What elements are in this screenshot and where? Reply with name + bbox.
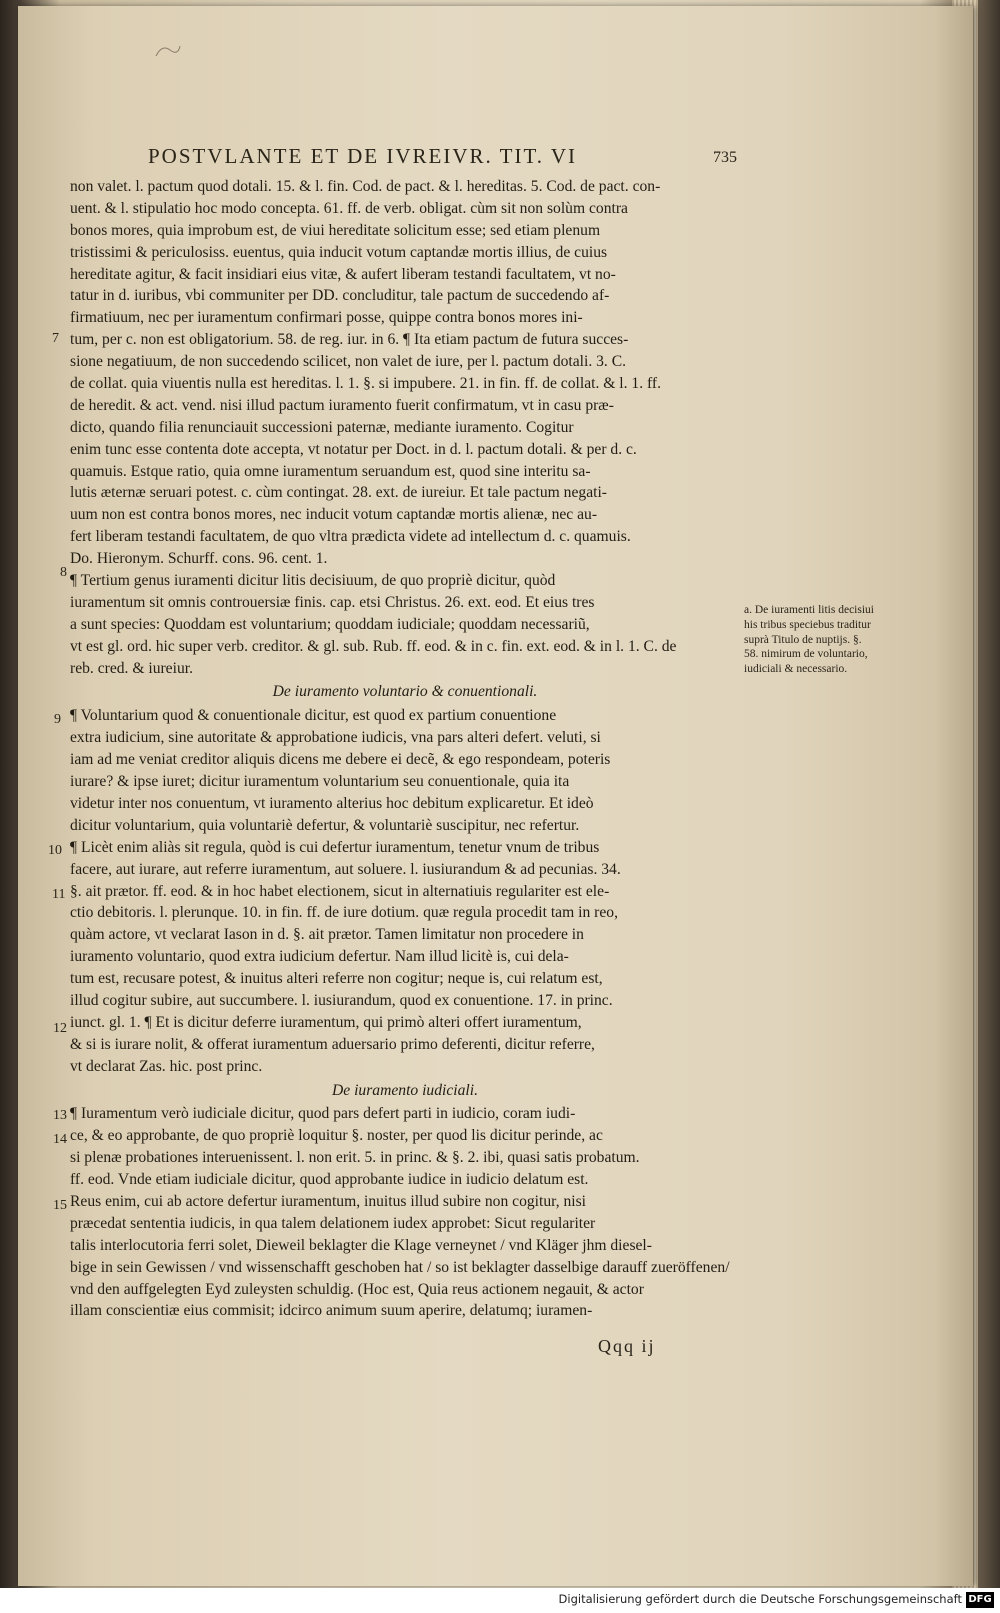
margin-number: 15 [53,1198,67,1213]
text-line: fert liberam testandi facultatem, de quo vltra prædicta videte ad intellectum d. c. quamuis. [70,528,631,546]
text-line: Reus enim, cui ab actore defertur iuramentum, inuitus illud subire non cogitur, nisi [70,1192,587,1210]
text-line: de heredit. & act. vend. nisi illud pactum iuramento fuerit confirmatum, vt in casu præ- [70,396,614,414]
text-line: tum, per c. non est obligatorium. 58. de reg. iur. in 6. ¶ Ita etiam pactum de futura succes- [70,331,629,349]
margin-number: 9 [54,712,61,727]
margin-number: 12 [53,1021,67,1036]
margin-number: 14 [53,1132,67,1147]
heading-judicial: De iuramento iudiciali. [332,1081,478,1099]
text-line: dicto, quando filia renunciauit successioni paternæ, mediante iuramento. Cogitur [70,418,574,436]
text-line: quàm actore, vt veclarat Iason in d. §. ait prætor. Tamen limitatur non procedere in [70,926,584,944]
text-line: iuramentum sit omnis controuersiæ finis. cap. etsi Christus. 26. ext. eod. Et eius tres [70,593,595,611]
running-head: POSTVLANTE ET DE IVREIVR. TIT. VI [148,144,577,168]
text-line: ctio debitoris. l. plerunque. 10. in fin. ff. de iure dotium. quæ regula procedit tam in reo, [70,904,618,922]
text-line: a sunt species: Quoddam est voluntarium; quoddam iudiciale; quoddam necessariũ, [70,615,590,633]
text-line: sione negatiuum, de non succedendo scilicet, non valet de iure, per l. pactum dotali. 3. C. [70,353,627,371]
text-line: Do. Hieronym. Schurff. cons. 96. cent. 1. [70,550,328,568]
page-number: 735 [713,149,737,166]
text-line: præcedat sententia iudicis, in qua talem delationem iudex approbet: Sicut regulariter [70,1214,596,1232]
dfg-logo: DFG [966,1592,994,1608]
text-line: enim tunc esse contenta dote accepta, vt notatur per Doct. in d. l. pactum dotali. & per d. c. [70,440,637,458]
footer-text: Digitalisierung gefördert durch die Deutsche Forschungsgemeinschaft [558,1592,962,1606]
text-line: hereditate agitur, & facit insidiari eius vitæ, & aufert liberam testandi facultatem, vt no- [70,265,616,283]
text-line: si plenæ probationes interuenissent. l. non erit. 5. in princ. & §. 2. ibi, quasi satis probatum. [70,1149,640,1167]
margin-number: 7 [52,331,59,346]
body-block [70,176,740,679]
text-line: dicitur voluntarium, quia voluntariè defertur, & voluntariè suscipitur, nec refertur. [70,816,580,834]
text-line: iurare? & ipse iuret; dicitur iuramentum voluntarium seu conuentionale, quia ita [70,773,570,791]
text-line: de collat. quia viuentis nulla est hereditas. l. 1. §. si impubere. 21. in fin. ff. de collat. & l. 1. ff. [70,375,661,393]
text-line: quamuis. Estque ratio, quia omne iuramentum seruandum est, quod sine interitu sa- [70,462,591,480]
text-line: vt est gl. ord. hic super verb. creditor. & gl. sub. Rub. ff. eod. & in c. fin. ext. eod. & in l. 1. C. de [70,637,677,655]
side-note: a. De iuramenti litis decisiui his tribus speciebus traditur suprà Titulo de nuptijs. §. 58. nimirum de voluntario, iudiciali & necessario. [744,604,874,676]
text-line: ff. eod. Vnde etiam iudiciale dicitur, quod approbante iudice in iudicio delatum est. [70,1171,589,1189]
text-line: firmatiuum, nec per iuramentum confirmari posse, quippe contra bonos mores ini- [70,309,583,327]
text-line: bige in sein Gewissen / vnd wissenschafft geschoben hat / so ist beklagter dasselbige darauff zueröffenen/ [70,1258,730,1276]
margin-number: 13 [53,1108,67,1123]
text-line: ¶ Licèt enim aliàs sit regula, quòd is cui defertur iuramentum, tenetur vnum de tribus [70,838,600,856]
text-line: uum non est contra bonos mores, nec inducit votum captandæ mortis alienæ, nec au- [70,506,598,524]
text-line: iunct. gl. 1. ¶ Et is dicitur deferre iuramentum, qui primò alteri offert iuramentum, [70,1013,582,1031]
voluntary-block [70,705,740,1077]
text-line: videtur inter nos conuentum, vt iuramento alterius hoc debitum explicaretur. Et ideò [70,794,594,812]
text-line: tatur in d. iuribus, vbi communiter per DD. concluditur, tale pactum de succedendo af- [70,287,610,305]
text-line: ¶ Voluntarium quod & conuentionale dicitur, est quod ex partium conuentione [70,707,557,725]
text-line: ¶ Iuramentum verò iudiciale dicitur, quod pars defert parti in iudicio, coram iudi- [70,1105,576,1123]
margin-number: 11 [52,887,66,902]
text-line: non valet. l. pactum quod dotali. 15. & l. fin. Cod. de pact. & l. hereditas. 5. Cod. de pact. con- [70,178,661,195]
text-line: vnd den auffgelegten Eyd zuleysten schuldig. (Hoc est, Quia reus actionem negauit, & actor [70,1280,644,1298]
body-text [70,176,740,1322]
heading-voluntary: De iuramento voluntario & conuentionali. [272,683,538,701]
text-line: ¶ Tertium genus iuramenti dicitur litis decisiuum, de quo propriè dicitur, quòd [70,572,556,590]
text-line: vt declarat Zas. hic. post princ. [70,1057,263,1075]
text-line: uent. & l. stipulatio hoc modo concepta. 61. ff. de verb. obligat. cùm sit non solùm contra [70,199,628,217]
footer-banner [0,1588,1000,1613]
text-line: illam conscientiæ eius commisit; idcirco animum suum aperire, delatumq; iuramen- [70,1302,593,1320]
pencil-mark [152,40,182,60]
margin-number: 10 [48,843,62,858]
text-line: iuramento voluntario, quod extra iudicium defertur. Nam illud licitè is, cui dela- [70,948,569,966]
text-line: bonos mores, quia improbum est, de viui hereditate solicitum esse; sed etiam plenum [70,221,601,239]
margin-number: 8 [60,565,67,580]
text-line: lutis æternæ seruari potest. c. cùm contingat. 28. ext. de iureiur. Et tale pactum negati- [70,484,607,502]
text-line: ce, & eo approbante, de quo propriè loquitur §. noster, per quod lis dicitur perinde, ac [70,1127,603,1145]
signature-mark: Qqq ij [598,1336,656,1356]
text-line: iam ad me veniat creditor aliquis dicens me debere ei decẽ, & ego respondeam, poteris [70,751,611,769]
text-line: extra iudicium, sine autoritate & approbatione iudicis, vna pars alteri defert. veluti, si [70,729,601,747]
text-line: & si is iurare nolit, & offerat iuramentum aduersario primo deferenti, dicitur referre, [70,1035,595,1053]
text-line: talis interlocutoria ferri solet, Dieweil beklagter die Klage verneynet / vnd Kläger jhm diesel- [70,1236,652,1254]
text-line: facere, aut iurare, aut referre iuramentum, aut soluere. l. iusiurandum & ad pecunias. 34. [70,860,621,878]
text-line: reb. cred. & iureiur. [70,659,193,677]
text-line: tristissimi & periculosiss. euentus, quia inducit votum captandæ mortis illius, de cuius [70,243,608,261]
text-line: illud cogitur subire, aut succumbere. l. iusiurandum, quod ex conuentione. 17. in princ. [70,991,613,1009]
text-line: tum est, recusare potest, & inuitus alteri referre non cogitur; neque is, cui relatum est, [70,970,603,988]
judicial-block [70,1103,740,1322]
text-line: §. ait prætor. ff. eod. & in hoc habet electionem, sicut in alternatiuis regulariter est ele- [70,882,610,900]
